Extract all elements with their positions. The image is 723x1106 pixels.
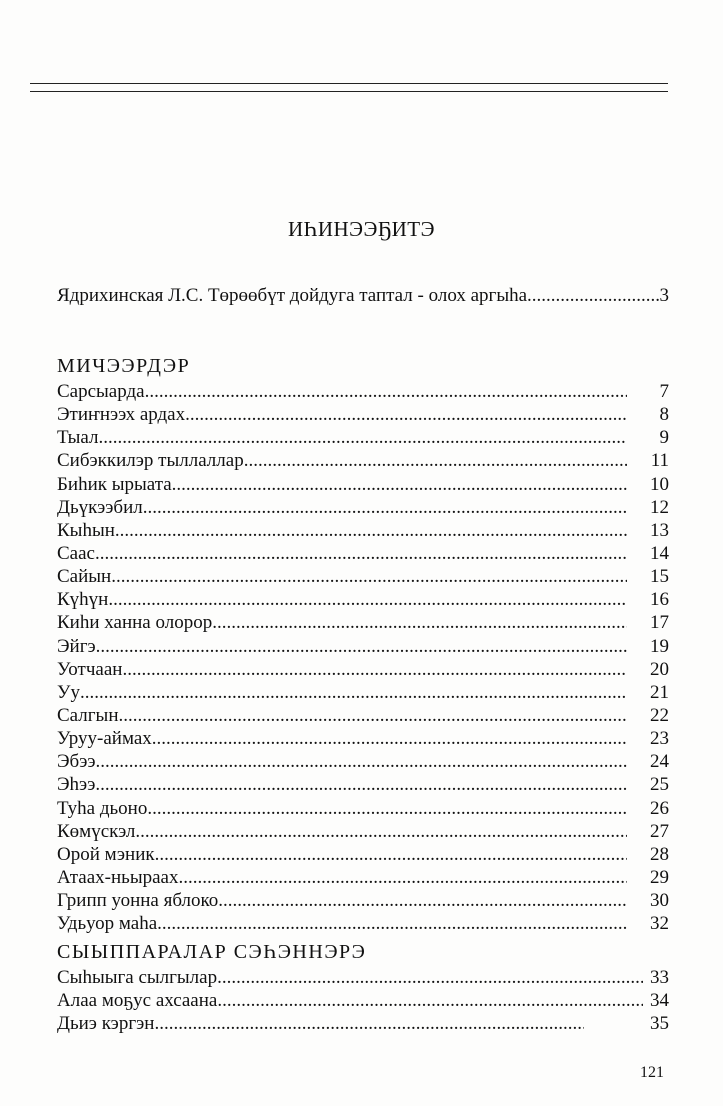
header-rule-bottom: [30, 91, 668, 92]
dot-leader: [80, 682, 627, 704]
toc-entry-title: Тыал: [57, 427, 99, 449]
toc-entry-title: Уотчаан: [57, 658, 123, 680]
header-rule-top: [30, 83, 668, 84]
toc-entry: [57, 913, 669, 936]
toc-entry-page: 21: [650, 681, 669, 703]
toc-entry-page: 10: [650, 473, 669, 495]
toc-entry-title: Атаах-ньыраах: [57, 866, 179, 888]
dot-leader: [147, 798, 627, 820]
toc-entry-title: Кыһын: [57, 519, 115, 541]
toc-entry-page: 12: [650, 496, 669, 518]
intro-page: 3: [659, 285, 669, 306]
toc-entry-page: 30: [650, 890, 669, 912]
toc-list-numbers: [57, 967, 669, 1036]
toc-entry-title: Дьиэ кэргэн: [57, 1013, 155, 1035]
toc-entry-page: 8: [659, 404, 669, 426]
dot-leader: [135, 821, 627, 843]
dot-leader: [143, 497, 627, 519]
page-number: 121: [640, 1064, 664, 1081]
toc-entry-page: 32: [650, 913, 669, 935]
toc-entry: [57, 774, 669, 797]
dot-leader: [217, 967, 643, 989]
dot-leader: [218, 890, 627, 912]
toc-entry-page: 11: [650, 450, 669, 472]
toc-entry: [57, 497, 669, 520]
toc-entry-page: 16: [650, 589, 669, 611]
toc-entry: [57, 589, 669, 612]
toc-entry-title: Эбээ: [57, 751, 96, 773]
dot-leader: [122, 659, 627, 681]
dot-leader: [95, 774, 627, 796]
dot-leader: [96, 751, 627, 773]
toc-entry-page: 25: [650, 774, 669, 796]
toc-entry-page: 26: [650, 797, 669, 819]
toc-entry: [57, 520, 669, 543]
toc-entry-page: 20: [650, 658, 669, 680]
toc-entry-page: 28: [650, 843, 669, 865]
toc-entry-title: Сибэккилэр тыллаллар: [57, 450, 244, 472]
section-heading-poems: МИЧЭЭРДЭР: [57, 355, 191, 377]
toc-entry: [57, 474, 669, 497]
toc-entry-page: 15: [650, 566, 669, 588]
toc-entry: [57, 659, 669, 682]
toc-entry-page: 17: [650, 612, 669, 634]
toc-entry-page: 23: [650, 728, 669, 750]
dot-leader: [115, 520, 627, 542]
toc-entry-page: 33: [650, 967, 669, 988]
toc-entry-title: Киһи ханна олорор: [57, 612, 213, 634]
dot-leader: [118, 705, 627, 727]
toc-entry: [57, 967, 669, 990]
dot-leader: [155, 844, 627, 866]
dot-leader: [172, 474, 627, 496]
toc-entry: [57, 566, 669, 589]
toc-entry-title: Уу: [57, 681, 80, 703]
toc-entry: [57, 404, 669, 427]
toc-entry-page: 24: [650, 751, 669, 773]
toc-entry-title: Көмүскэл: [57, 820, 136, 842]
dot-leader: [152, 728, 627, 750]
dot-leader: [244, 450, 627, 472]
toc-entry-title: Орой мэник: [57, 843, 155, 865]
toc-entry-title: Этиҥнээх ардах: [57, 404, 186, 426]
toc-entry-title: Эһээ: [57, 774, 96, 796]
toc-entry: [57, 990, 669, 1013]
toc-entry-title: Алаа моҕус ахсаана: [57, 990, 218, 1012]
dot-leader: [157, 913, 627, 935]
dot-leader: [178, 867, 627, 889]
toc-entry: [57, 682, 669, 705]
intro-entry: [57, 285, 669, 307]
toc-entry-title: Удьуор маһа: [57, 913, 158, 935]
page-title: ИҺИНЭЭҔИТЭ: [288, 217, 435, 241]
toc-entry: [57, 636, 669, 659]
dot-leader: [95, 543, 627, 565]
dot-leader: [217, 990, 643, 1012]
toc-entry-title: Грипп уонна яблоко: [57, 890, 219, 912]
toc-entry-page: 22: [650, 704, 669, 726]
toc-entry: [57, 751, 669, 774]
toc-entry-title: Саас: [57, 542, 95, 564]
toc-entry-page: 14: [650, 542, 669, 564]
dot-leader: [185, 404, 627, 426]
toc-entry-page: 9: [659, 427, 669, 449]
toc-entry-page: 27: [650, 820, 669, 842]
toc-entry: [57, 867, 669, 890]
toc-entry: [57, 728, 669, 751]
toc-entry-title: Сыһыыга сылгылар: [57, 967, 218, 988]
dot-leader: [108, 589, 627, 611]
toc-entry: [57, 427, 669, 450]
toc-entry-title: Эйгэ: [57, 635, 96, 657]
toc-entry: [57, 381, 669, 404]
toc-entry: [57, 1013, 669, 1036]
intro-title: Ядрихинская Л.С. Төрөөбүт дойдуга таптал - олох аргыһа: [57, 285, 528, 306]
toc-entry-title: Сайын: [57, 566, 112, 588]
dot-leader: [154, 1013, 584, 1035]
toc-entry: [57, 612, 669, 635]
toc-entry-title: Уруу-аймах: [57, 728, 152, 750]
toc-entry-title: Салгын: [57, 704, 119, 726]
toc-entry-page: 34: [650, 990, 669, 1012]
section-heading-numbers: СЫЫППАРАЛАР СЭҺЭННЭРЭ: [57, 941, 367, 963]
dot-leader: [96, 636, 627, 658]
toc-entry: [57, 821, 669, 844]
toc-entry-title: Дьүкээбил: [57, 496, 143, 518]
toc-entry: [57, 844, 669, 867]
toc-entry: [57, 450, 669, 473]
toc-entry-page: 19: [650, 635, 669, 657]
toc-list-poems: [57, 381, 669, 936]
toc-entry-page: 7: [659, 381, 669, 402]
toc-entry: [57, 890, 669, 913]
toc-entry: [57, 705, 669, 728]
dot-leader: [111, 566, 627, 588]
dot-leader: [212, 612, 627, 634]
toc-entry: [57, 798, 669, 821]
dot-leader: [145, 381, 627, 403]
toc-entry-page: 29: [650, 866, 669, 888]
dot-leader: [527, 285, 659, 307]
toc-entry: [57, 543, 669, 566]
toc-entry-title: Сарсыарда: [57, 381, 145, 402]
toc-entry-title: Туһа дьоно: [57, 797, 148, 819]
toc-entry-page: 13: [650, 519, 669, 541]
toc-entry-title: Биһик ырыата: [57, 473, 172, 495]
toc-entry-page: 35: [650, 1013, 669, 1035]
toc-entry-title: Күһүн: [57, 589, 109, 611]
dot-leader: [99, 427, 627, 449]
